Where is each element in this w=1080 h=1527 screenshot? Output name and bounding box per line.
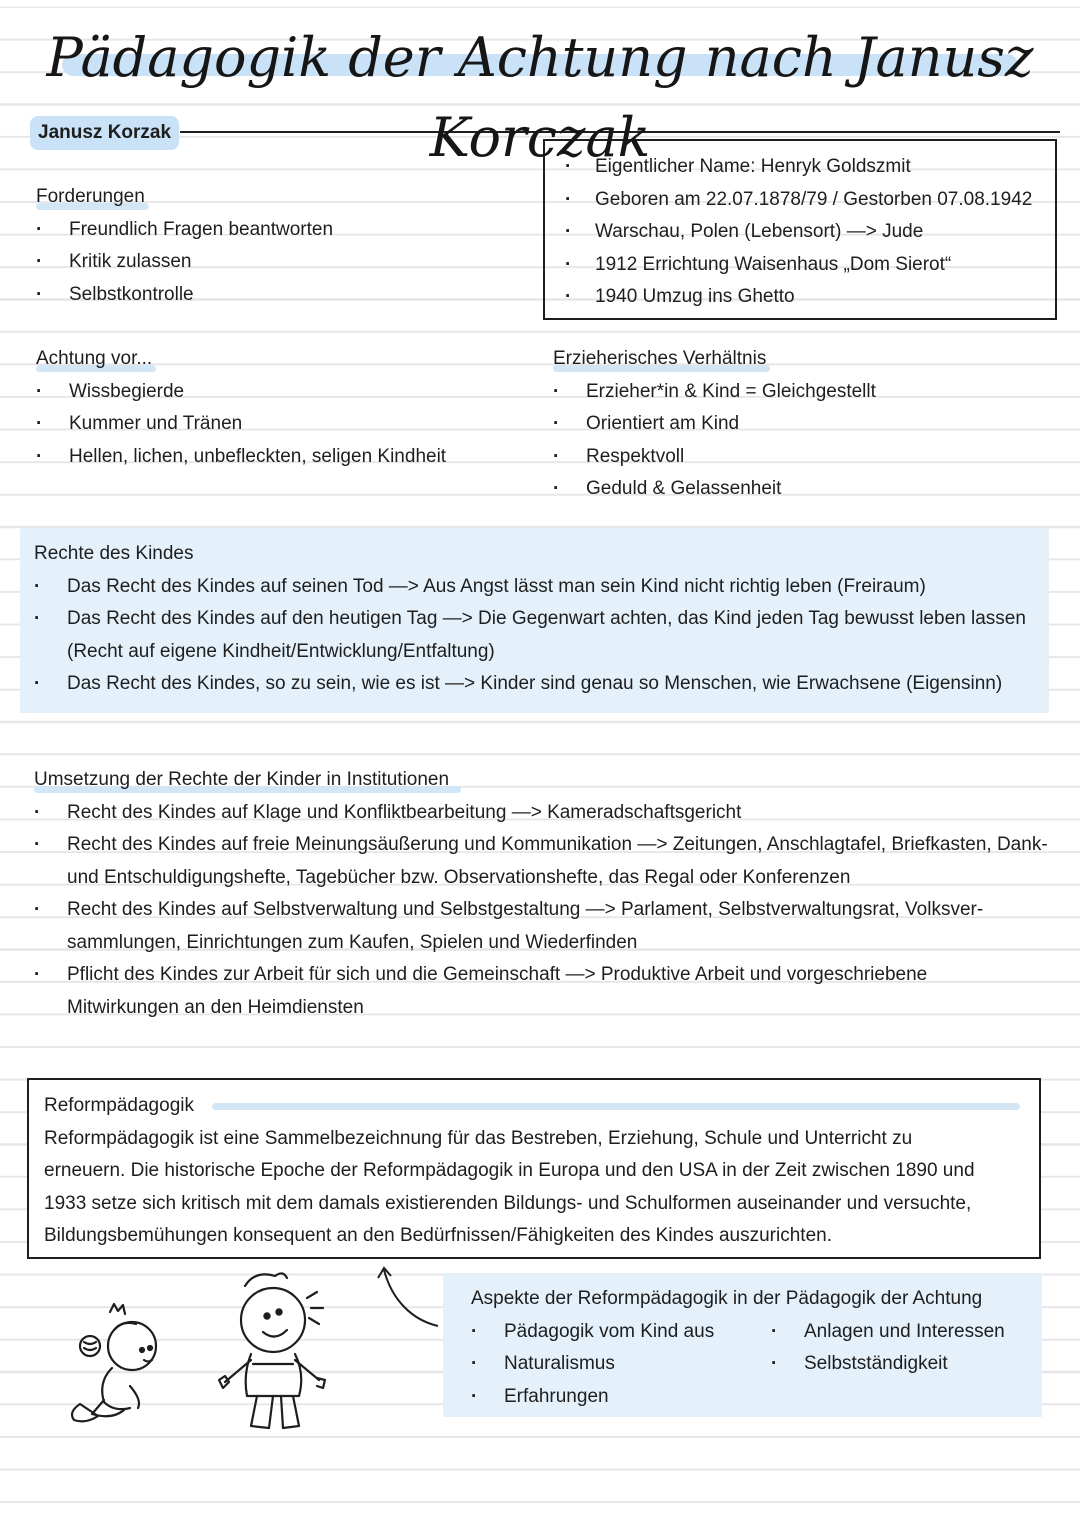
list-item: · Das Recht des Kindes auf den heutigen Tag —> Die Gegenwart achten, das Kind jeden Tag bewusst leben lassen (Recht auf eigene Kindheit/Entwicklung/Entfaltung) bbox=[34, 603, 1054, 668]
verhaeltnis-section bbox=[553, 343, 1053, 506]
umsetzung-heading bbox=[34, 764, 449, 797]
verhaeltnis-heading bbox=[553, 343, 766, 376]
bio-item: · 1940 Umzug ins Ghetto bbox=[565, 281, 1055, 314]
rechte-list bbox=[34, 571, 1054, 701]
list-item: · Recht des Kindes auf freie Meinungsäußerung und Kommunikation —> Zeitungen, Anschlagtafel, Briefkasten, Dank- und Entschuldigungshefte, Tagebücher bzw. Observationshefte, das Regal oder Konferenzen bbox=[34, 829, 1050, 894]
verhaeltnis-heading-text: Erzieherisches Verhältnis bbox=[553, 348, 767, 369]
achtung-section bbox=[36, 343, 536, 473]
list-item: · Erfahrungen bbox=[471, 1381, 771, 1414]
page-title: Pädagogik der Achtung nach Janusz Korczak bbox=[46, 26, 1034, 169]
aspekte-content bbox=[471, 1283, 1041, 1413]
bio-item: · Eigentlicher Name: Henryk Goldszmit bbox=[565, 151, 1055, 184]
reform-heading-row bbox=[44, 1090, 1024, 1123]
list-item: · Naturalismus bbox=[471, 1348, 771, 1381]
list-item: · Hellen, lichen, unbefleckten, seligen Kindheit bbox=[36, 441, 536, 474]
aspekte-heading: Aspekte der Reformpädagogik in der Pädagogik der Achtung bbox=[471, 1288, 983, 1309]
bio-item: · Warschau, Polen (Lebensort) —> Jude bbox=[565, 216, 1055, 249]
umsetzung-section bbox=[34, 764, 1050, 1024]
list-item: · Freundlich Fragen beantworten bbox=[36, 214, 516, 247]
list-item: · Kritik zulassen bbox=[36, 246, 516, 279]
list-item: · Selbstständigkeit bbox=[771, 1348, 1041, 1381]
list-item: · Orientiert am Kind bbox=[553, 408, 1053, 441]
list-item: · Das Recht des Kindes auf seinen Tod —> Aus Angst lässt man sein Kind nicht richtig leben (Freiraum) bbox=[34, 571, 1054, 604]
umsetzung-heading-text: Umsetzung der Rechte der Kinder in Institutionen bbox=[34, 769, 450, 790]
reform-content bbox=[44, 1090, 1024, 1253]
rechte-section bbox=[34, 538, 1054, 701]
list-item: · Selbstkontrolle bbox=[36, 279, 516, 312]
verhaeltnis-list bbox=[553, 376, 1053, 506]
achtung-heading bbox=[36, 343, 152, 376]
aspekte-panel bbox=[443, 1273, 1042, 1417]
reform-heading: Reformpädagogik bbox=[44, 1095, 194, 1116]
aspekte-col2 bbox=[771, 1316, 1041, 1414]
list-item: · Recht des Kindes auf Selbstverwaltung und Selbstgestaltung —> Parlament, Selbstverwaltungsrat, Volksver-sammlungen, Einrichtungen zum Kaufen, Spielen und Wiederfinden bbox=[34, 894, 1050, 959]
forderungen-heading bbox=[36, 181, 145, 214]
list-item: · Das Recht des Kindes, so zu sein, wie es ist —> Kinder sind genau so Menschen, wie Erwachsene (Eigensinn) bbox=[34, 668, 1054, 701]
list-item: · Kummer und Tränen bbox=[36, 408, 536, 441]
list-item: · Pädagogik vom Kind aus bbox=[471, 1316, 771, 1349]
list-item: · Erzieher*in & Kind = Gleichgestellt bbox=[553, 376, 1053, 409]
crawling-baby-icon bbox=[60, 1300, 170, 1430]
achtung-list bbox=[36, 376, 536, 474]
name-tag: Janusz Korzak bbox=[30, 116, 179, 150]
forderungen-list bbox=[36, 214, 516, 312]
rechte-heading: Rechte des Kindes bbox=[34, 543, 194, 564]
aspekte-columns bbox=[471, 1316, 1041, 1414]
bio-item: · 1912 Errichtung Waisenhaus „Dom Sierot“ bbox=[565, 249, 1055, 282]
umsetzung-list bbox=[34, 797, 1050, 1025]
reform-text: Reformpädagogik ist eine Sammelbezeichnung für das Bestreben, Erziehung, Schule und Unterricht zu erneuern. Die historische Epoche der Reformpädagogik in Europa und den USA in der Zeit zwischen 1890 und 1933 setze sich kritisch mit dem damals existierenden Bildungs- und Schulformen auseinander und versuchte, Bildungsbemühungen konsequent an den Bedürfnissen/Fähigkeiten des Kindes auszurichten. bbox=[44, 1127, 975, 1246]
reform-heading-line bbox=[212, 1103, 1020, 1110]
reform-box bbox=[27, 1078, 1041, 1259]
list-item: · Pflicht des Kindes zur Arbeit für sich und die Gemeinschaft —> Produktive Arbeit und vorgeschriebene Mitwirkungen an den Heimdiensten bbox=[34, 959, 1050, 1024]
achtung-heading-text: Achtung vor... bbox=[36, 348, 153, 369]
aspekte-col1 bbox=[471, 1316, 771, 1414]
list-item: · Recht des Kindes auf Klage und Konfliktbearbeitung —> Kameradschaftsgericht bbox=[34, 797, 1050, 830]
list-item: · Respektvoll bbox=[553, 441, 1053, 474]
list-item: · Geduld & Gelassenheit bbox=[553, 473, 1053, 506]
bio-item: · Geboren am 22.07.1878/79 / Gestorben 07.08.1942 bbox=[565, 184, 1055, 217]
forderungen-section bbox=[36, 181, 516, 311]
list-item: · Wissbegierde bbox=[36, 376, 536, 409]
boy-child-icon bbox=[205, 1268, 335, 1438]
forderungen-heading-text: Forderungen bbox=[36, 186, 145, 207]
curved-arrow-icon bbox=[372, 1262, 444, 1332]
list-item: · Anlagen und Interessen bbox=[771, 1316, 1041, 1349]
